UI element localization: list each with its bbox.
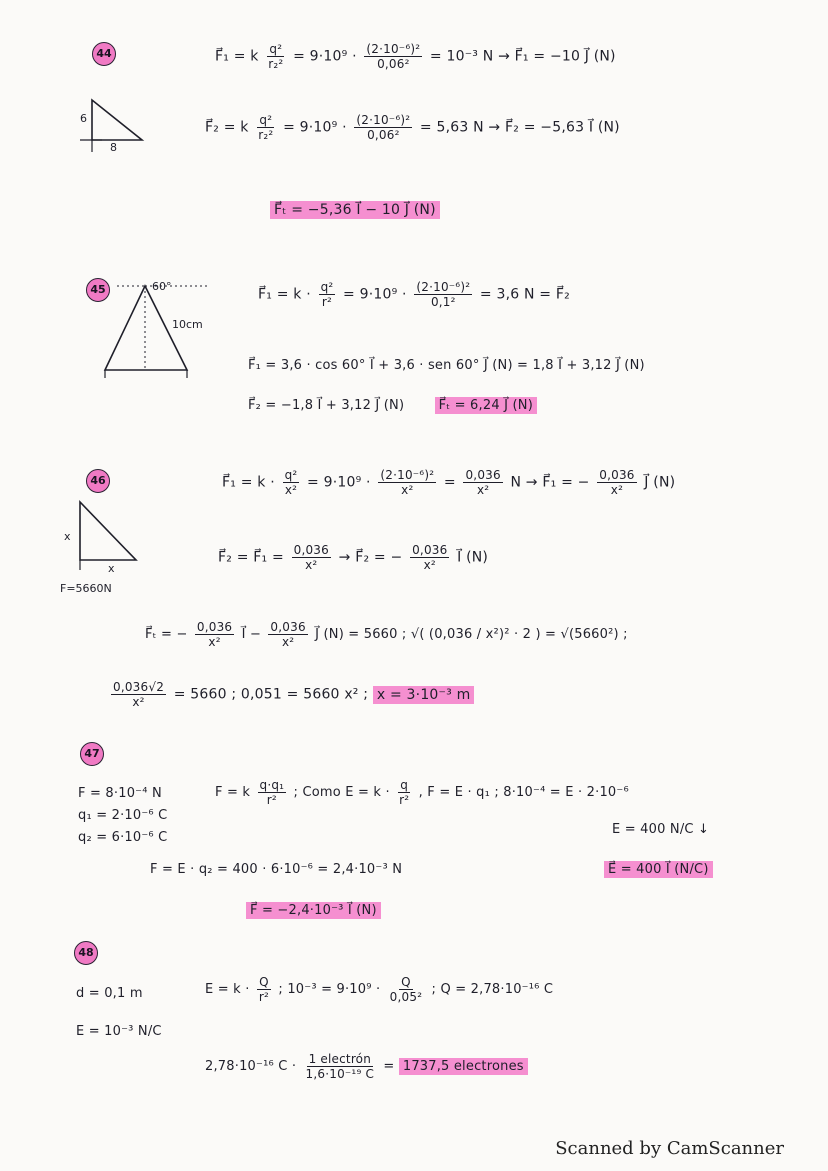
problem-47-line-2: E = 400 N/C ↓: [612, 822, 710, 837]
fraction: [257, 975, 271, 1004]
numerator: (2·10⁻⁶)²: [356, 113, 411, 127]
problem-48-line-2: [205, 1052, 528, 1081]
problem-44-side-a: 6: [80, 112, 87, 125]
problem-45-line-1: [258, 280, 570, 309]
fraction: [268, 620, 307, 649]
problem-46-side-x2: x: [108, 562, 115, 575]
denominator: x²: [476, 483, 490, 497]
numerator: 0,036: [465, 468, 501, 482]
problem-44-triangle-figure: [78, 98, 158, 158]
eq-text: 2,78·10⁻¹⁶ C ·: [205, 1059, 297, 1074]
eq-text: F⃗₁ = k: [215, 48, 259, 65]
numerator: Q: [259, 975, 269, 989]
fraction: [319, 280, 336, 309]
problem-44-badge: 44: [92, 42, 116, 66]
highlighted-result: F⃗ₜ = 6,24 J⃗ (N): [435, 397, 537, 414]
numerator: 0,036: [599, 468, 635, 482]
eq-text: J⃗ (N): [644, 474, 676, 491]
denominator: 0,1²: [430, 295, 456, 309]
problem-44-line-2: [205, 113, 620, 142]
problem-46-force: F=5660N: [60, 582, 112, 595]
denominator: r²: [399, 793, 410, 807]
fraction: [410, 543, 449, 572]
problem-48-given-d: d = 0,1 m: [76, 986, 143, 1001]
fraction: [256, 113, 275, 142]
eq-text: F⃗₁ = k ·: [258, 286, 311, 303]
eq-text: =: [383, 1059, 395, 1074]
eq-text: I⃗ (N): [457, 549, 489, 566]
fraction: [111, 680, 166, 709]
eq-text: F = k: [215, 785, 251, 800]
problem-46-side-x1: x: [64, 530, 71, 543]
denominator: x²: [423, 558, 436, 572]
eq-text: F⃗₁ = k ·: [222, 474, 275, 491]
problem-46-badge: 46: [86, 469, 110, 493]
denominator: 0,06²: [377, 57, 410, 71]
denominator: 1,6·10⁻¹⁹ C: [305, 1067, 375, 1081]
numerator: 0,036: [270, 620, 306, 634]
fraction: [414, 280, 472, 309]
problem-45-line-3: [248, 398, 537, 413]
eq-text: = 10⁻³ N → F⃗₁ = −10 J⃗ (N): [429, 48, 616, 65]
problem-46-line-4: [108, 680, 474, 709]
numerator: q·q₁: [259, 778, 285, 792]
eq-text: E = k ·: [205, 982, 250, 997]
highlighted-result: 1737,5 electrones: [399, 1058, 528, 1075]
problem-47-result-e: [604, 862, 713, 877]
numerator: (2·10⁻⁶)²: [380, 468, 435, 482]
denominator: x²: [305, 558, 318, 572]
problem-48-line-1: [205, 975, 553, 1004]
fraction: [258, 778, 287, 807]
numerator: 0,036√2: [113, 680, 165, 694]
eq-text: = 5,63 N → F⃗₂ = −5,63 I⃗ (N): [419, 119, 620, 136]
numerator: q²: [284, 468, 298, 482]
problem-45-triangle-figure: [95, 282, 215, 382]
problem-44-side-b: 8: [110, 141, 117, 154]
denominator: r²: [258, 990, 270, 1004]
problem-47-given-force: F = 8·10⁻⁴ N: [78, 786, 162, 801]
eq-text: = 9·10⁹ ·: [283, 119, 347, 136]
numerator: (2·10⁻⁶)²: [416, 280, 471, 294]
problem-45-side: 10cm: [172, 318, 203, 331]
highlighted-result: F⃗ₜ = −5,36 I⃗ − 10 J⃗ (N): [270, 201, 440, 219]
highlighted-result: F⃗ = −2,4·10⁻³ I⃗ (N): [246, 902, 381, 919]
fraction: [378, 468, 436, 497]
eq-text: = 9·10⁹ ·: [307, 474, 371, 491]
problem-47-badge: 47: [80, 742, 104, 766]
eq-text: F⃗₂ = k: [205, 119, 249, 136]
problem-45-line-2: F⃗₁ = 3,6 · cos 60° I⃗ + 3,6 · sen 60° J⃗ (N) = 1,8 I⃗ + 3,12 J⃗ (N): [248, 358, 645, 373]
problem-47-given-q1: q₁ = 2·10⁻⁶ C: [78, 808, 168, 823]
fraction: [397, 778, 411, 807]
denominator: x²: [281, 635, 295, 649]
denominator: r²: [266, 793, 277, 807]
problem-44-line-1: [215, 42, 616, 71]
eq-text: J⃗ (N) = 5660 ; √( (0,036 / x²)² · 2 ) = √(5660²) ;: [315, 627, 628, 642]
highlighted-result: E⃗ = 400 I⃗ (N/C): [604, 861, 713, 878]
eq-text: = 9·10⁹ ·: [293, 48, 357, 65]
problem-46-line-1: [222, 468, 675, 497]
numerator: 0,036: [196, 620, 233, 634]
fraction: [364, 42, 422, 71]
eq-text: N → F⃗₁ = −: [510, 474, 590, 491]
denominator: r₂²: [258, 128, 274, 142]
numerator: q²: [320, 280, 334, 294]
fraction: [597, 468, 636, 497]
denominator: x²: [401, 483, 414, 497]
numerator: q²: [269, 42, 283, 56]
numerator: 0,036: [293, 543, 329, 557]
eq-text: , F = E · q₁ ; 8·10⁻⁴ = E · 2·10⁻⁶: [418, 785, 629, 800]
problem-45-angle: 60°: [152, 280, 172, 293]
numerator: (2·10⁻⁶)²: [366, 42, 421, 56]
denominator: 0,05²: [389, 990, 423, 1004]
denominator: x²: [208, 635, 221, 649]
fraction: [266, 42, 285, 71]
denominator: x²: [284, 483, 298, 497]
denominator: 0,06²: [367, 128, 400, 142]
scanner-watermark: Scanned by CamScanner: [555, 1138, 784, 1159]
denominator: x²: [610, 483, 624, 497]
eq-text: F⃗ₜ = −: [145, 627, 188, 642]
eq-text: I⃗ −: [241, 627, 262, 642]
problem-46-line-2: [218, 543, 488, 572]
denominator: r₂²: [268, 57, 284, 71]
numerator: q: [400, 778, 409, 792]
highlighted-result: x = 3·10⁻³ m: [373, 686, 475, 704]
fraction: [463, 468, 502, 497]
eq-text: =: [443, 474, 456, 491]
numerator: 1 electrón: [308, 1052, 372, 1066]
eq-text: F⃗₂ = −1,8 I⃗ + 3,12 J⃗ (N): [248, 398, 405, 413]
eq-text: = 5660 ; 0,051 = 5660 x² ;: [173, 686, 369, 703]
problem-46-line-3: [145, 620, 628, 649]
problem-44-result: [270, 202, 440, 218]
numerator: q²: [259, 113, 273, 127]
eq-text: = 9·10⁹ ·: [343, 286, 407, 303]
problem-48-given-e: E = 10⁻³ N/C: [76, 1024, 162, 1039]
eq-text: → F⃗₂ = −: [338, 549, 403, 566]
denominator: r²: [321, 295, 333, 309]
eq-text: ; Q = 2,78·10⁻¹⁶ C: [431, 982, 554, 997]
fraction: [388, 975, 425, 1004]
fraction: [354, 113, 412, 142]
problem-47-line-3: F = E · q₂ = 400 · 6·10⁻⁶ = 2,4·10⁻³ N: [150, 862, 403, 877]
denominator: x²: [132, 695, 145, 709]
problem-48-badge: 48: [74, 941, 98, 965]
problem-45-badge: 45: [86, 278, 110, 302]
eq-text: F⃗₂ = F⃗₁ =: [218, 549, 284, 566]
fraction: [283, 468, 300, 497]
numerator: 0,036: [412, 543, 448, 557]
fraction: [195, 620, 234, 649]
fraction: [292, 543, 331, 572]
problem-47-given-q2: q₂ = 6·10⁻⁶ C: [78, 830, 168, 845]
eq-text: ; Como E = k ·: [293, 785, 390, 800]
fraction: [304, 1052, 377, 1081]
eq-text: ; 10⁻³ = 9·10⁹ ·: [278, 982, 381, 997]
problem-47-result-f: [246, 903, 381, 918]
problem-47-line-1: [215, 778, 629, 807]
eq-text: = 3,6 N = F⃗₂: [479, 286, 570, 303]
numerator: Q: [401, 975, 411, 989]
